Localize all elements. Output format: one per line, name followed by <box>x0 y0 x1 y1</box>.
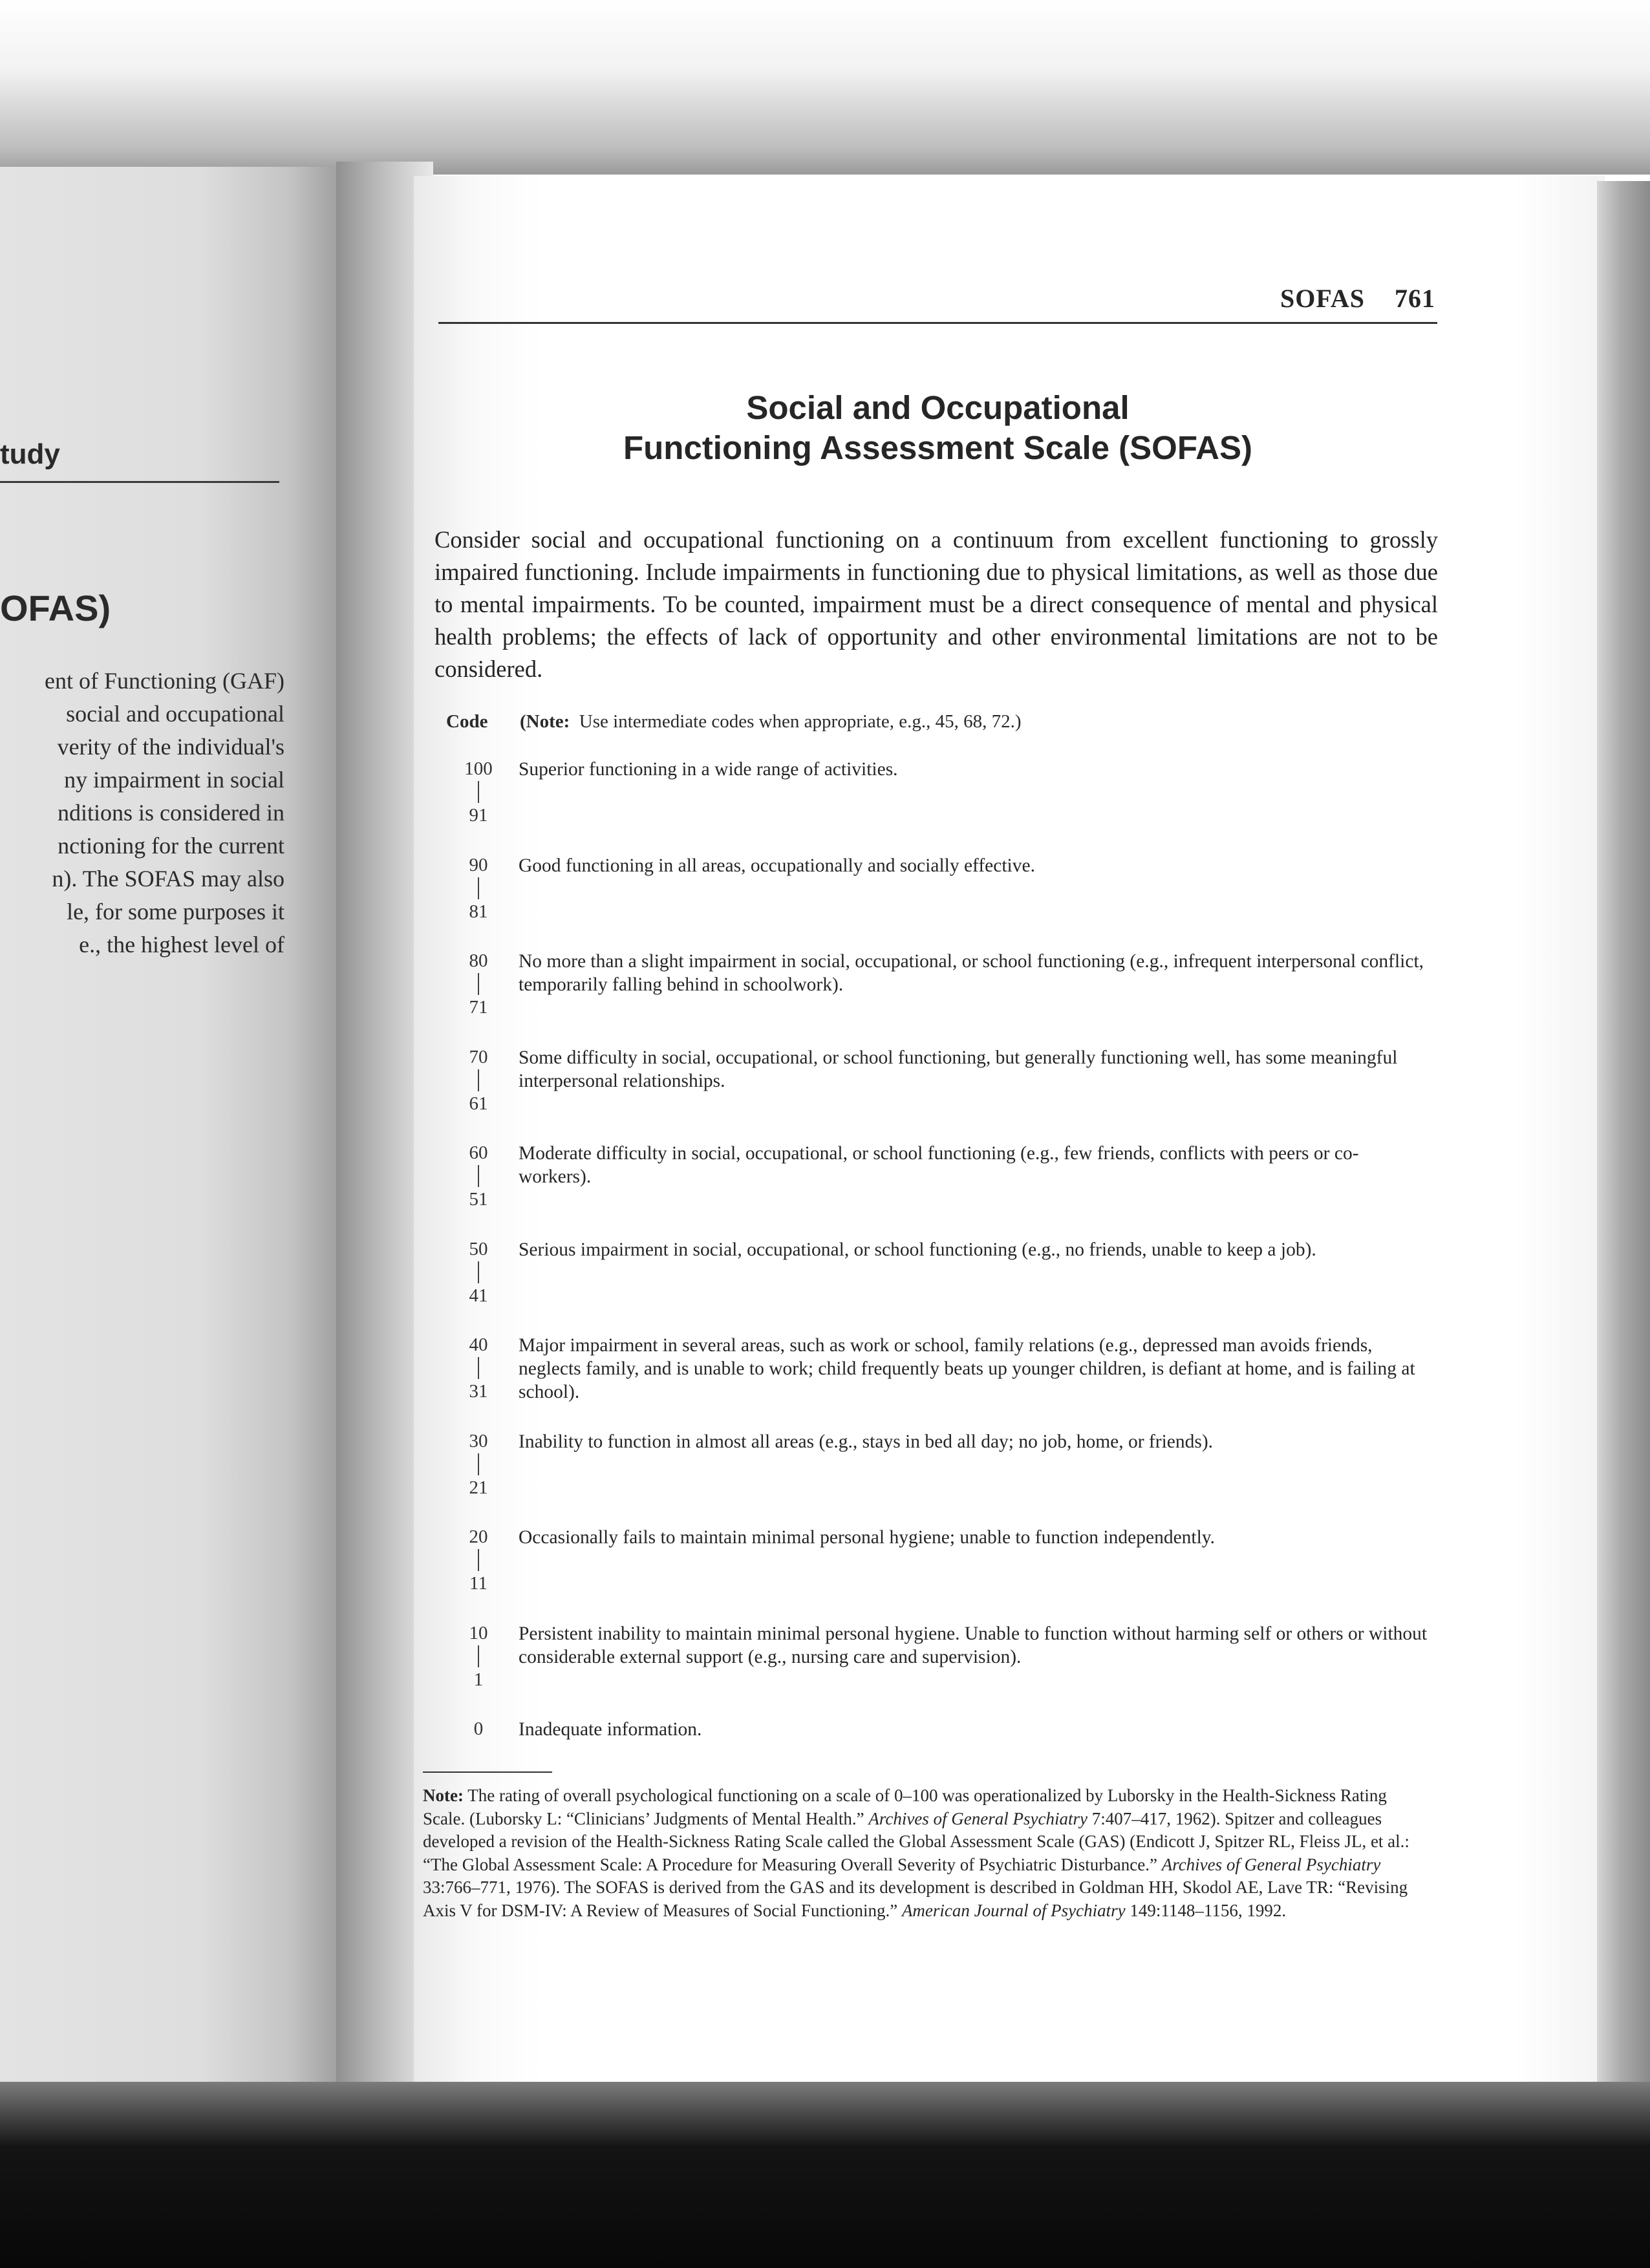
scale-row <box>446 1334 1442 1430</box>
running-head <box>1254 283 1435 314</box>
code-low: 71 <box>469 997 488 1018</box>
facing-page-left <box>0 167 362 2090</box>
footnote-text: The rating of overall psychological functioning on a scale of 0–100 was operationalized by Luborsky in the Health-Sickness Rating Scale. (Luborsky L: “Clinicians’ Judgments of Mental Health.” <box>423 1786 1387 1828</box>
scale-description: No more than a slight impairment in social, occupational, or school functioning (e.g., infrequent interpersonal conflict, temporarily falling behind in schoolwork). <box>519 951 1424 995</box>
scale-description: Superior functioning in a wide range of activities. <box>519 759 898 780</box>
code-low: 51 <box>469 1189 488 1210</box>
code-column-header <box>446 711 1442 733</box>
code-range <box>446 854 511 923</box>
journal-title: Archives of General Psychiatry <box>868 1808 1088 1828</box>
intro-paragraph: Consider social and occupational functioning on a continuum from excellent functioning to grossly impaired functioning. Include impairments in functioning due to physical limitations, as well as those due to mental impairments. To be counted, impairment must be a direct consequence of mental and physical health problems; the effects of lack of opportunity and other environmental limitations are not to be considered. <box>434 526 1438 682</box>
facing-page-line: le, for some purposes it <box>67 899 284 925</box>
scan-shadow-top <box>0 0 1650 175</box>
code-low: 11 <box>469 1573 488 1594</box>
note-label: (Note: <box>520 711 570 732</box>
code-low: 91 <box>469 805 488 826</box>
code-range <box>446 1046 511 1115</box>
code-high: 40 <box>469 1334 488 1355</box>
code-range <box>446 1142 511 1210</box>
code-high: 30 <box>469 1430 488 1451</box>
code-range <box>446 1430 511 1499</box>
title-line-2: Functioning Assessment Scale (SOFAS) <box>623 429 1252 466</box>
code-high: 100 <box>464 758 493 779</box>
code-high: 0 <box>473 1718 484 1739</box>
code-range <box>446 1718 511 1740</box>
sofas-scale <box>446 758 1442 1814</box>
footnote <box>423 1784 1419 1922</box>
code-range-bar <box>478 1261 479 1283</box>
facing-page-line: n). The SOFAS may also <box>52 866 284 892</box>
header-rule <box>438 322 1437 324</box>
scale-row <box>446 1622 1442 1718</box>
code-range-bar <box>478 1165 479 1187</box>
code-range <box>446 1334 511 1402</box>
code-high: 50 <box>469 1238 488 1259</box>
footnote-text: 149:1148–1156, 1992. <box>1125 1900 1287 1920</box>
code-high: 90 <box>469 854 488 875</box>
code-high: 60 <box>469 1142 488 1163</box>
scale-description: Some difficulty in social, occupational, or school functioning, but generally functioning well, has some meaningful interpersonal relationships. <box>519 1047 1398 1091</box>
scale-description: Occasionally fails to maintain minimal personal hygiene; unable to function independently. <box>519 1527 1216 1548</box>
code-range <box>446 1622 511 1691</box>
scale-description: Good functioning in all areas, occupationally and socially effective. <box>519 855 1035 876</box>
code-high: 10 <box>469 1622 488 1643</box>
code-range-bar <box>478 1549 479 1571</box>
scale-row <box>446 1526 1442 1622</box>
running-head-section: SOFAS <box>1280 284 1365 313</box>
code-label: Code <box>446 711 488 732</box>
facing-page-line: ny impairment in social <box>64 767 284 793</box>
facing-page-line: social and occupational <box>66 701 284 727</box>
title-line-1: Social and Occupational <box>746 389 1130 426</box>
facing-page-text <box>0 665 284 961</box>
scale-row <box>446 1046 1442 1142</box>
journal-title: American Journal of Psychiatry <box>901 1900 1126 1920</box>
scale-description: Inability to function in almost all areas (e.g., stays in bed all day; no job, home, or friends). <box>519 1431 1214 1452</box>
footnote-rule <box>423 1771 552 1773</box>
facing-page-line: nditions is considered in <box>58 800 284 826</box>
code-high: 20 <box>469 1526 488 1547</box>
scale-description: Major impairment in several areas, such as work or school, family relations (e.g., depressed man avoids friends, neglects family, and is unable to work; child frequently beats up younger children, is defiant at home, and is failing at school). <box>519 1335 1415 1402</box>
code-range-bar <box>478 1645 479 1667</box>
code-range <box>446 1526 511 1594</box>
code-high: 80 <box>469 950 488 971</box>
footnote-label: Note: <box>423 1786 464 1805</box>
scale-description: Serious impairment in social, occupational, or school functioning (e.g., no friends, unable to keep a job). <box>519 1239 1316 1260</box>
code-range-bar <box>478 781 479 803</box>
scale-row <box>446 950 1442 1046</box>
note-text: Use intermediate codes when appropriate, e.g., 45, 68, 72.) <box>579 711 1022 732</box>
journal-title: Archives of General Psychiatry <box>1161 1854 1381 1874</box>
scale-row <box>446 1430 1442 1526</box>
code-low: 31 <box>469 1381 488 1402</box>
code-range-bar <box>478 1453 479 1475</box>
footnote-text: 33:766–771, 1976). The SOFAS is derived from the GAS and its development is described in Goldman HH, Skodol AE, Lave TR: “Revising Axis V for DSM-IV: A Review of Measures of Social Functioning.” <box>423 1878 1408 1920</box>
page-edge <box>1597 181 1650 2082</box>
scale-description: Persistent inability to maintain minimal personal hygiene. Unable to function without harming self or others or without considerable external support (e.g., nursing care and supervision). <box>519 1623 1428 1667</box>
code-high: 70 <box>469 1046 488 1067</box>
facing-page-line: nctioning for the current <box>58 833 284 859</box>
code-range <box>446 1238 511 1307</box>
facing-page-line: verity of the individual's <box>57 734 284 760</box>
page-title <box>438 388 1437 468</box>
facing-page-line: e., the highest level of <box>79 932 284 957</box>
scale-row <box>446 758 1442 854</box>
scale-description: Inadequate information. <box>519 1719 702 1740</box>
code-low: 81 <box>469 901 488 922</box>
scale-row <box>446 1142 1442 1238</box>
facing-page-header-rule <box>0 481 279 483</box>
code-low: 21 <box>469 1477 488 1498</box>
facing-page-heading: OFAS) <box>0 588 111 628</box>
scale-row <box>446 854 1442 950</box>
code-low: 61 <box>469 1093 488 1114</box>
footnote-text: 7:407–417, 1962). Spitzer and colleagues developed a revision of the Health-Sickness Rating Scale called the Global Assessment Scale (GAS) (Endicott J, Spitzer RL, Fleiss JL, et al.: “The Global Assessment Scale: A Procedure for Measuring Overall Severity of Psychiatric Disturbance.” <box>423 1808 1409 1874</box>
page-number: 761 <box>1395 284 1435 313</box>
facing-page-line: ent of Functioning (GAF) <box>45 668 284 694</box>
scale-description: Moderate difficulty in social, occupational, or school functioning (e.g., few friends, conflicts with peers or co-workers). <box>519 1143 1359 1187</box>
code-range <box>446 950 511 1018</box>
code-range-bar <box>478 973 479 995</box>
code-low: 1 <box>473 1669 484 1690</box>
code-range <box>446 758 511 826</box>
code-range-bar <box>478 877 479 899</box>
code-range-bar <box>478 1357 479 1379</box>
code-range-bar <box>478 1069 479 1091</box>
facing-page-running-head: tudy <box>0 438 60 470</box>
code-low: 41 <box>469 1285 488 1306</box>
scale-row <box>446 1238 1442 1334</box>
scan-shadow-bottom <box>0 2082 1650 2268</box>
